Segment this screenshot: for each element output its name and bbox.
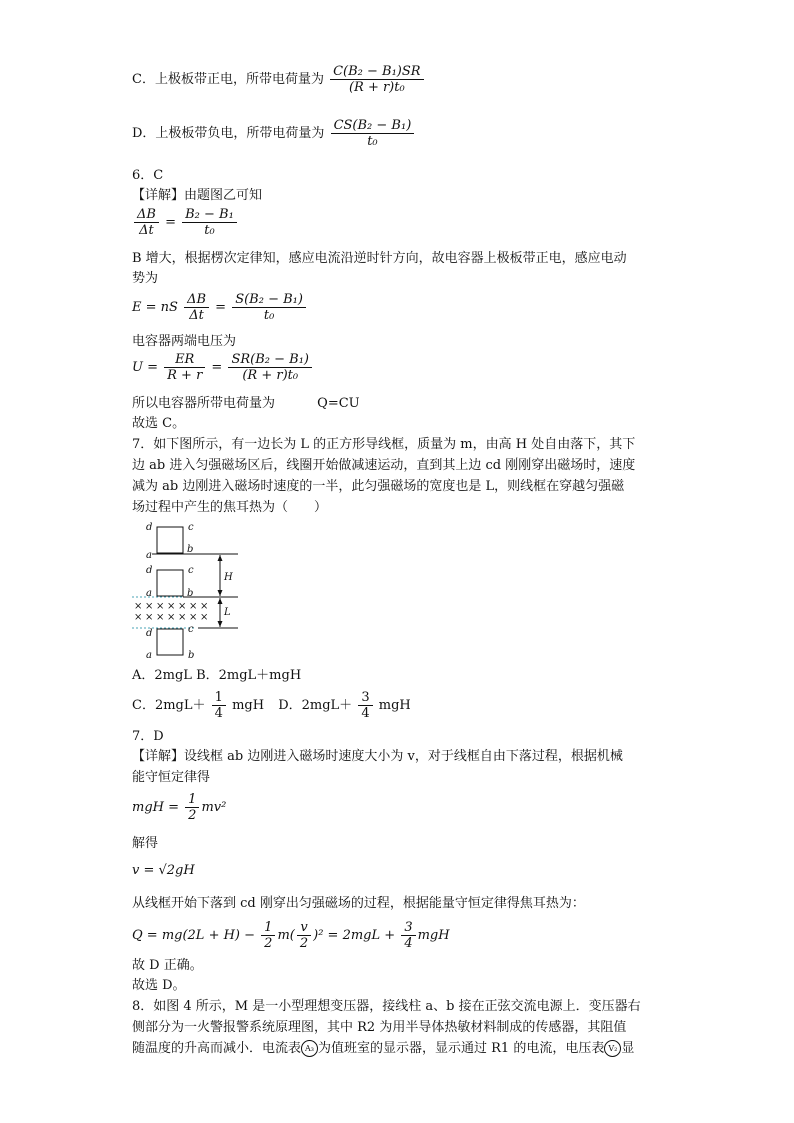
equation-rhs: mv² bbox=[201, 800, 227, 815]
fraction-numerator: ΔB bbox=[134, 207, 159, 223]
label-b: b bbox=[188, 650, 195, 658]
q6-answer: 6．C bbox=[132, 168, 164, 183]
label-a: a bbox=[146, 550, 152, 561]
label-b: b bbox=[187, 544, 194, 555]
magnetic-field-marks bbox=[134, 601, 208, 623]
q7-detail-1: 【详解】设线框 ab 边刚进入磁场时速度大小为 v，对于线框自由下落过程，根据机械 bbox=[132, 749, 623, 764]
fraction-numerator: S(B₂ − B₁) bbox=[232, 292, 306, 308]
field-x-mark: × bbox=[134, 601, 143, 612]
label-b: b bbox=[187, 588, 194, 599]
q6-line-3: 势为 bbox=[132, 271, 159, 286]
field-x-mark: × bbox=[145, 601, 154, 612]
q6-equation-3: U = $\frac{ER}{R + r}$ = $\frac{\text{SR(B₂ − B₁)}}{\text{(R + r)t₀}}$ bbox=[132, 352, 314, 383]
label-a: a bbox=[146, 650, 152, 658]
q7-options-cd bbox=[132, 690, 411, 721]
q8-line-2: 侧部分为一火警报警系统原理图，其中 R2 为用半导体热敏材料制成的传感器，其阻值 bbox=[132, 1020, 627, 1035]
ammeter-icon: A₃ bbox=[301, 1040, 318, 1057]
option-d-fraction bbox=[331, 118, 415, 149]
option-d-text: D．上极板带负电，所带电荷量为 bbox=[132, 126, 325, 141]
field-x-mark: × bbox=[134, 612, 143, 623]
q8-line-3 bbox=[132, 1040, 634, 1058]
fraction-numerator: 1 bbox=[212, 690, 226, 706]
field-x-mark: × bbox=[189, 601, 198, 612]
label-c: c bbox=[188, 565, 194, 576]
q6-line-5 bbox=[132, 395, 360, 413]
option-d-text: D．2mgL＋ bbox=[278, 698, 353, 713]
label-c: c bbox=[188, 522, 194, 533]
q8-line-3-text: 显 bbox=[621, 1041, 635, 1056]
fraction-numerator: B₂ − B₁ bbox=[182, 207, 237, 223]
field-x-mark: × bbox=[167, 601, 176, 612]
q7-stem-2: 边 ab 进入匀强磁场区后，线圈开始做减速运动，直到其上边 cd 刚刚穿出磁场时，速度 bbox=[132, 458, 636, 473]
field-x-mark: × bbox=[167, 612, 176, 623]
fraction-numerator: ΔB bbox=[184, 292, 209, 308]
fraction-denominator: Δt bbox=[189, 308, 204, 323]
option-c-fraction bbox=[330, 64, 423, 95]
q8-line-1: 8．如图 4 所示，M 是一小型理想变压器，接线柱 a、b 接在正弦交流电源上．变压器右 bbox=[132, 999, 641, 1014]
q6-conclusion: 故选 C。 bbox=[132, 416, 186, 431]
equation-part: )² = 2mgL + bbox=[313, 928, 396, 943]
fraction-numerator: ER bbox=[164, 352, 205, 368]
field-x-mark: × bbox=[145, 612, 154, 623]
fraction-denominator: 4 bbox=[214, 706, 223, 721]
equation-part: mgH bbox=[417, 928, 450, 943]
frame-position-3 bbox=[157, 629, 183, 655]
option-c bbox=[132, 64, 426, 95]
label-d: d bbox=[146, 522, 153, 533]
field-x-mark: × bbox=[156, 601, 165, 612]
fraction-denominator: Δt bbox=[139, 223, 154, 238]
q6-equation-2: E = nS $\frac{\Delta B}{\Delta t}$ = $\frac{\text{S(B₂ − B₁)}}{\text{t₀}}$ bbox=[132, 292, 308, 323]
fraction-denominator: 4 bbox=[361, 706, 370, 721]
q6-line-4: 电容器两端电压为 bbox=[132, 334, 237, 349]
fraction-numerator: 1 bbox=[185, 792, 199, 808]
field-x-mark: × bbox=[178, 612, 187, 623]
fraction-numerator: 3 bbox=[401, 920, 415, 936]
field-x-mark: × bbox=[178, 601, 187, 612]
label-d: d bbox=[146, 565, 153, 576]
voltmeter-icon: V₂ bbox=[604, 1040, 621, 1057]
fraction-numerator: C(B₂ − B₁)SR bbox=[330, 64, 423, 80]
q7-stem-4: 场过程中产生的焦耳热为（ ） bbox=[132, 500, 328, 515]
fraction-denominator: (R + r)t₀ bbox=[348, 80, 405, 95]
option-c-text: C．2mgL＋ bbox=[132, 698, 206, 713]
q8-line-3-text: 随温度的升高而减小．电流表 bbox=[132, 1041, 302, 1056]
fraction-denominator: t₀ bbox=[367, 134, 378, 149]
equation-lhs: mgH = bbox=[132, 800, 180, 815]
q7-answer: 7．D bbox=[132, 729, 164, 744]
option-d bbox=[132, 118, 416, 149]
label-d: d bbox=[146, 628, 153, 639]
q7-stem-3: 减为 ab 边刚进入磁场时速度的一半，此匀强磁场的宽度也是 L，则线框在穿越匀强磁 bbox=[132, 479, 625, 494]
option-d-suffix: mgH bbox=[378, 698, 411, 713]
equation-part: Q = mg(2L + H) − bbox=[132, 928, 256, 943]
fraction-denominator: 2 bbox=[188, 808, 197, 823]
field-x-mark: × bbox=[200, 612, 209, 623]
frame-position-2 bbox=[157, 570, 183, 596]
fraction-denominator: 2 bbox=[299, 936, 309, 951]
q7-solve: 解得 bbox=[132, 836, 159, 851]
field-x-mark: × bbox=[189, 612, 198, 623]
fraction-denominator: (R + r)t₀ bbox=[242, 368, 299, 383]
fraction-numerator: SR(B₂ − B₁) bbox=[228, 352, 312, 368]
equation-lhs: E = nS bbox=[132, 300, 178, 315]
q7-equation-a bbox=[132, 792, 226, 823]
fraction-denominator: t₀ bbox=[204, 223, 215, 238]
label-h: H bbox=[224, 572, 233, 583]
q8-line-3-text: 为值班室的显示器，显示通过 R1 的电流，电压表 bbox=[318, 1041, 605, 1056]
q7-conclusion-1: 故 D 正确。 bbox=[132, 958, 203, 973]
option-c-text: C．上极板带正电，所带电荷量为 bbox=[132, 72, 324, 87]
fraction-numerator: v bbox=[297, 920, 311, 936]
q6-formula-q-cu: Q=CU bbox=[317, 396, 360, 411]
q6-equation-1: $\frac{\Delta B}{\Delta t}$ = $\frac{\text{B₂ − B₁}}{\text{t₀}}$ bbox=[132, 207, 239, 238]
q7-options-ab: A．2mgL B．2mgL＋mgH bbox=[132, 668, 302, 683]
q7-detail-3: 从线框开始下落到 cd 刚穿出匀强磁场的过程，根据能量守恒定律得焦耳热为： bbox=[132, 896, 585, 911]
q7-detail-2: 能守恒定律得 bbox=[132, 770, 211, 785]
fraction-numerator: 3 bbox=[358, 690, 372, 706]
q7-equation-b: v = √2gH bbox=[132, 863, 195, 878]
q7-equation-c bbox=[132, 920, 450, 951]
equation-part: m( bbox=[277, 928, 295, 943]
q7-stem-1: 7．如下图所示，有一边长为 L 的正方形导线框，质量为 m，由高 H 处自由落下，其下 bbox=[132, 437, 636, 452]
label-a: a bbox=[146, 588, 152, 599]
fraction-denominator: 4 bbox=[404, 936, 413, 951]
label-l: L bbox=[224, 607, 231, 618]
q7-frame-figure bbox=[132, 518, 244, 658]
option-c-suffix: mgH bbox=[232, 698, 265, 713]
q6-detail: 【详解】由题图乙可知 bbox=[132, 188, 263, 203]
q6-line-5-text: 所以电容器所带电荷量为 bbox=[132, 396, 276, 411]
q6-line-2: B 增大，根据楞次定律知，感应电流沿逆时针方向，故电容器上极板带正电，感应电动 bbox=[132, 251, 627, 266]
equation-lhs: U = bbox=[132, 360, 158, 375]
label-c: c bbox=[188, 624, 194, 635]
fraction-numerator: CS(B₂ − B₁) bbox=[331, 118, 415, 134]
frame-position-1 bbox=[157, 527, 183, 553]
fraction-denominator: t₀ bbox=[263, 308, 275, 323]
q7-conclusion-2: 故选 D。 bbox=[132, 978, 186, 993]
fraction-denominator: 2 bbox=[264, 936, 273, 951]
fraction-numerator: 1 bbox=[261, 920, 275, 936]
field-x-mark: × bbox=[156, 612, 165, 623]
field-x-mark: × bbox=[200, 601, 209, 612]
fraction-denominator: R + r bbox=[167, 368, 203, 383]
